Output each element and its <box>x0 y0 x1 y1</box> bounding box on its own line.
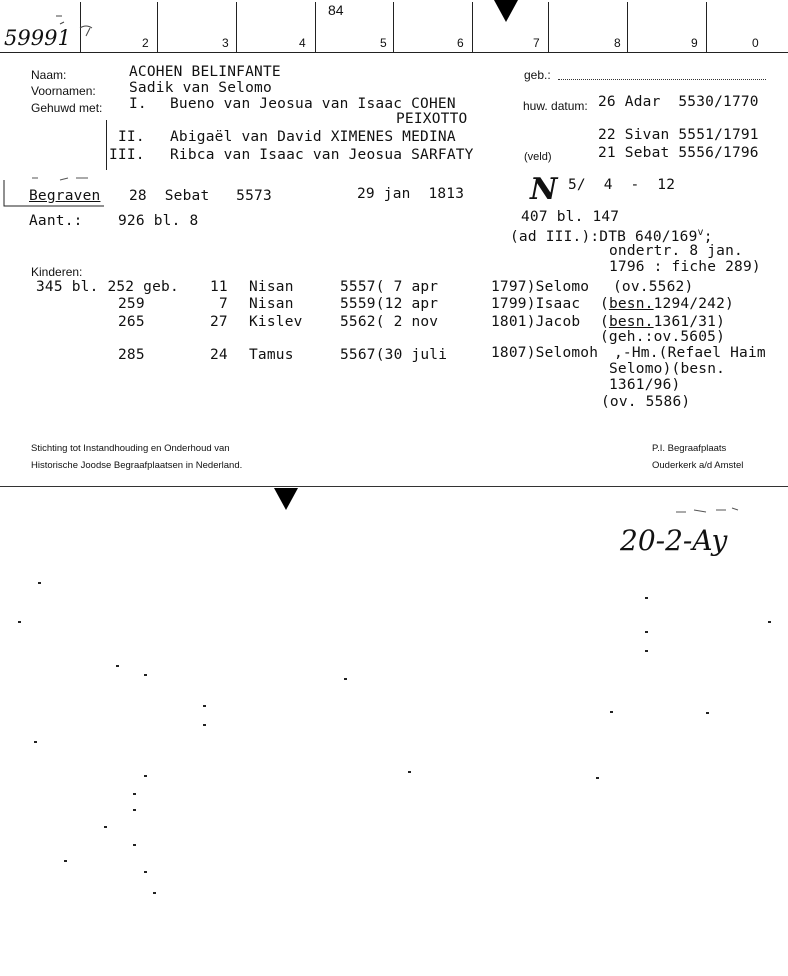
scan-speck <box>645 597 648 599</box>
marriage-date: 22 Sivan 5551/1791 <box>598 127 759 143</box>
child-month: Nisan <box>249 279 294 295</box>
footer-left-line: Stichting tot Instandhouding en Onderhoud van <box>31 443 230 454</box>
burial-hebrew-date: 28 Sebat 5573 <box>129 188 272 204</box>
top-border <box>0 52 788 53</box>
scan-speck <box>706 712 709 714</box>
child-year-name: 1799)Isaac <box>491 296 581 312</box>
child-year-name: 1797)Selomo <box>491 279 590 295</box>
scan-speck <box>344 678 347 680</box>
child-year-name: 1801)Jacob <box>491 314 581 330</box>
col-divider <box>315 2 316 52</box>
column-number: 4 <box>299 36 306 50</box>
footer-right-line: Ouderkerk a/d Amstel <box>652 460 744 471</box>
child-note-extra: 1361/96) <box>609 377 681 393</box>
child-year-name: 1807)Selomoh <box>491 345 599 361</box>
child-date: 5557( 7 apr <box>340 279 439 295</box>
column-number: 2 <box>142 36 149 50</box>
aant-right-line: (ad III.):DTB 640/169$^v$; <box>510 227 713 245</box>
naam-value: ACOHEN BELINFANTE <box>129 64 281 80</box>
scribble-icon <box>672 504 742 518</box>
col-divider <box>472 2 473 52</box>
scan-speck <box>38 582 41 584</box>
column-number: 8 <box>614 36 621 50</box>
child-note: ,-Hm.(Refael Haim <box>614 345 766 361</box>
child-day: 24 <box>210 347 228 363</box>
scan-speck <box>144 775 147 777</box>
footer-right-line: P.I. Begraafplaats <box>652 443 727 454</box>
scan-speck <box>133 844 136 846</box>
column-number: 5 <box>380 36 387 50</box>
child-day: 27 <box>210 314 228 330</box>
col-divider <box>393 2 394 52</box>
child-note-extra: (ov. 5586) <box>601 394 691 410</box>
scan-speck <box>18 621 21 623</box>
scan-speck <box>153 892 156 894</box>
geb-label: geb.: <box>524 68 551 82</box>
scan-speck <box>133 809 136 811</box>
punch-triangle-icon <box>494 0 518 24</box>
child-month: Kislev <box>249 314 303 330</box>
top-mark: 84 <box>328 2 344 18</box>
child-day: 11 <box>210 279 228 295</box>
burial-civil-date: 29 jan 1813 <box>357 186 465 202</box>
naam-label: Naam: <box>31 68 67 82</box>
column-number: 9 <box>691 36 698 50</box>
child-month: Nisan <box>249 296 294 312</box>
scan-speck <box>645 631 648 633</box>
child-date: 5567(30 juli <box>340 347 448 363</box>
scan-speck <box>596 777 599 779</box>
col-divider <box>627 2 628 52</box>
col-divider <box>236 2 237 52</box>
punch-triangle-icon <box>274 488 298 512</box>
huw-datum-label: huw. datum: <box>523 99 588 113</box>
geb-dotted-line <box>558 79 766 80</box>
child-note: (besn.1361/31) <box>600 314 726 330</box>
child-ref: 265 <box>118 314 145 330</box>
scan-speck <box>133 793 136 795</box>
grave-location: 5/ 4 - 12 <box>568 177 676 193</box>
aant-ref: 926 bl. 8 <box>118 213 199 229</box>
column-number: 3 <box>222 36 229 50</box>
begraven-label: Begraven <box>29 188 101 204</box>
child-ref: 285 <box>118 347 145 363</box>
marriage-spouse: Bueno van Jeosua van Isaac COHEN <box>170 96 456 112</box>
marriage-spouse: Abigaël van David XIMENES MEDINA <box>170 129 456 145</box>
marriage-date: 26 Adar 5530/1770 <box>598 94 759 110</box>
scan-speck <box>408 771 411 773</box>
scan-speck <box>34 741 37 743</box>
child-ref: 259 <box>118 296 145 312</box>
aant-right-line: ondertr. 8 jan. <box>609 243 743 259</box>
scribble-icon <box>50 6 110 42</box>
handwritten-date: 20-2-Ay <box>620 524 728 557</box>
marriage-num: I. <box>129 96 147 112</box>
scan-speck <box>203 724 206 726</box>
child-date: 5562( 2 nov <box>340 314 439 330</box>
veld-label: (veld) <box>524 151 552 163</box>
col-divider <box>157 2 158 52</box>
gehuwd-met-label: Gehuwd met: <box>31 101 103 115</box>
child-note: (besn.1294/242) <box>600 296 734 312</box>
column-number: 6 <box>457 36 464 50</box>
voornamen-value: Sadik van Selomo <box>129 80 272 96</box>
voornamen-label: Voornamen: <box>31 84 96 98</box>
scan-speck <box>768 621 771 623</box>
aant-right-line: 407 bl. 147 <box>521 209 620 225</box>
child-ref: 345 bl. 252 geb. <box>36 279 179 295</box>
card-number: 59991 <box>4 26 71 50</box>
child-month: Tamus <box>249 347 294 363</box>
card-bottom-edge <box>0 486 788 487</box>
grave-mark: N <box>530 172 558 207</box>
bracket-line <box>106 120 107 170</box>
marriage-date: 21 Sebat 5556/1796 <box>598 145 759 161</box>
scan-speck <box>610 711 613 713</box>
marriage-num: III. <box>109 147 145 163</box>
child-day: 7 <box>219 296 228 312</box>
kinderen-label: Kinderen: <box>31 265 83 279</box>
marriage-spouse: Ribca van Isaac van Jeosua SARFATY <box>170 147 474 163</box>
aant-right-line: 1796 : fiche 289) <box>609 259 761 275</box>
col-divider <box>548 2 549 52</box>
scan-speck <box>64 860 67 862</box>
scan-speck <box>116 665 119 667</box>
scan-speck <box>104 826 107 828</box>
child-note-extra: Selomo)(besn. <box>609 361 726 377</box>
footer-left-line: Historische Joodse Begraafplaatsen in Nederland. <box>31 460 243 471</box>
scan-speck <box>144 674 147 676</box>
col-divider <box>706 2 707 52</box>
column-number: 0 <box>752 36 759 50</box>
scan-speck <box>645 650 648 652</box>
marriage-num: II. <box>118 129 145 145</box>
child-date: 5559(12 apr <box>340 296 439 312</box>
child-note: (ov.5562) <box>613 279 694 295</box>
scan-speck <box>144 871 147 873</box>
child-note-extra: (geh.:ov.5605) <box>600 329 726 345</box>
aant-label: Aant.: <box>29 213 83 229</box>
marriage-spouse-cont: PEIXOTTO <box>396 111 468 127</box>
column-number: 7 <box>533 36 540 50</box>
scan-speck <box>203 705 206 707</box>
